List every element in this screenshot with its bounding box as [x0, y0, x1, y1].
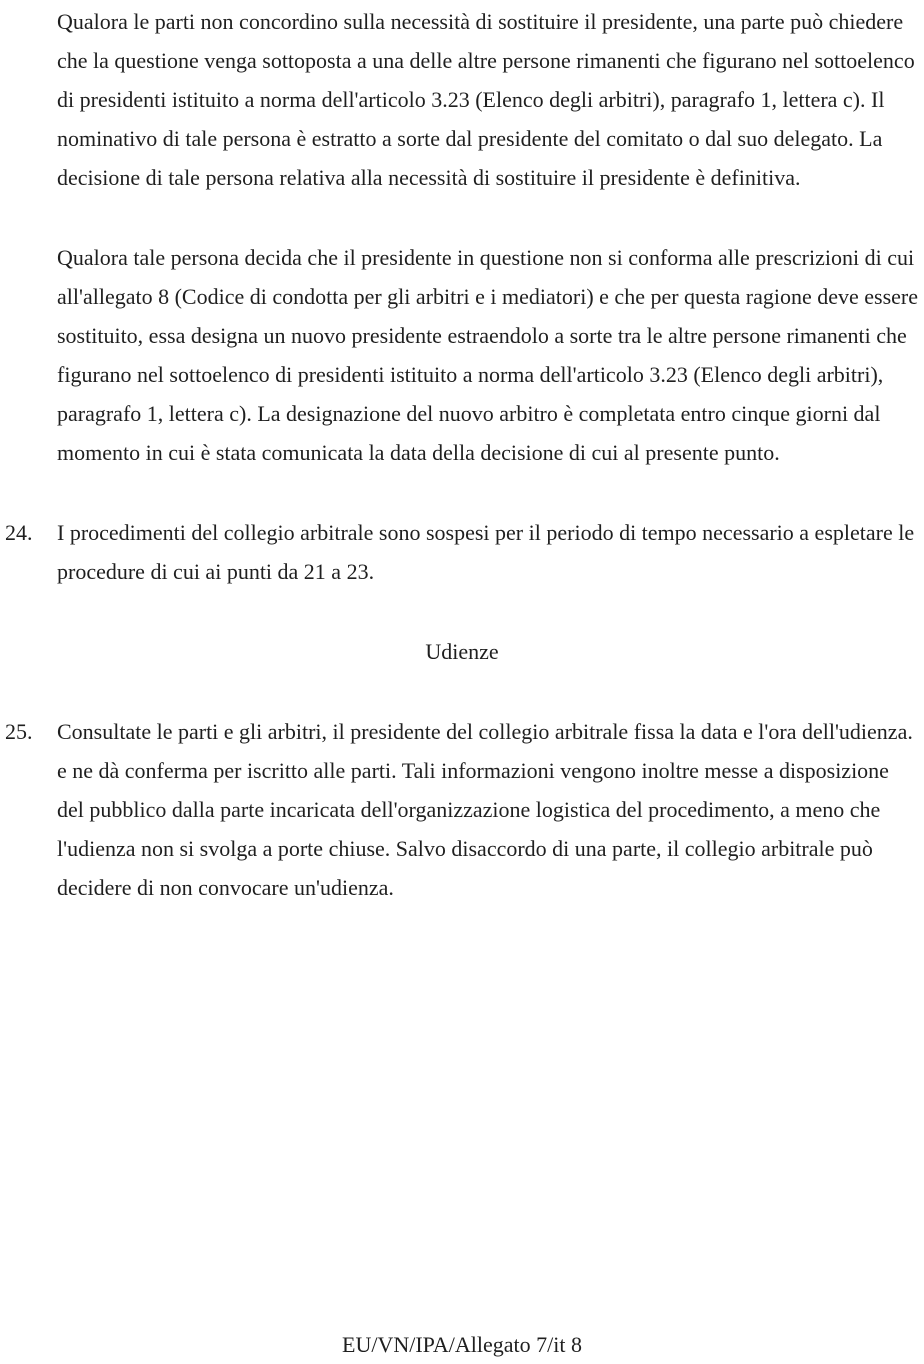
- section-heading-udienze: Udienze: [425, 639, 499, 664]
- item-25-text: Consultate le parti e gli arbitri, il presidente del collegio arbitrale fissa la data e l'ora dell'udienza. e ne dà conferma per iscritto alle parti. Tali informazioni vengono inoltre messe a disposizione del pubblico dalla parte incaricata dell'organizzazione logistica del procedimento, a meno che l'udienza non si svolga a porte chiuse. Salvo disaccordo di una parte, il collegio arbitrale può decidere di non convocare un'udienza.: [57, 719, 913, 900]
- item-24-number: 24.: [5, 520, 33, 545]
- item-25-number: 25.: [5, 719, 33, 744]
- numbered-item-25: [0, 712, 924, 907]
- paragraph-substitution-decision: Qualora tale persona decida che il presidente in questione non si conforma alle prescrizioni di cui all'allegato 8 (Codice di condotta per gli arbitri e i mediatori) e che per questa ragione deve essere sostituito, essa designa un nuovo presidente estraendolo a sorte tra le altre persone rimanenti che figurano nel sottoelenco di presidenti istituito a norma dell'articolo 3.23 (Elenco degli arbitri), paragrafo 1, lettera c). La designazione del nuovo arbitro è completata entro cinque giorni dal momento in cui è stata comunicata la data della decisione di cui al presente punto.: [57, 245, 918, 465]
- numbered-item-24: [0, 513, 924, 591]
- page-footer-reference: EU/VN/IPA/Allegato 7/it 8: [342, 1332, 582, 1357]
- paragraph-substitution-disagreement: Qualora le parti non concordino sulla necessità di sostituire il presidente, una parte può chiedere che la questione venga sottoposta a una delle altre persone rimanenti che figurano nel sottoelenco di presidenti istituito a norma dell'articolo 3.23 (Elenco degli arbitri), paragrafo 1, lettera c). Il nominativo di tale persona è estratto a sorte dal presidente del comitato o dal suo delegato. La decisione di tale persona relativa alla necessità di sostituire il presidente è definitiva.: [57, 9, 915, 190]
- item-24-text: I procedimenti del collegio arbitrale sono sospesi per il periodo di tempo necessario a espletare le procedure di cui ai punti da 21 a 23.: [57, 520, 915, 584]
